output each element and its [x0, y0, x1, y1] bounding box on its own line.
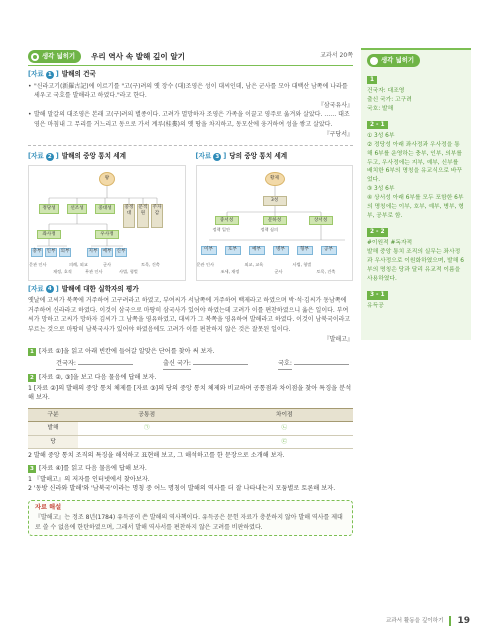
answer-cell[interactable]: ㉡ — [216, 422, 354, 435]
answer-step-2-2: 2 - 2 — [367, 228, 388, 236]
leaf-6: 사법, 형벌 — [119, 268, 138, 274]
answer-cell[interactable] — [78, 435, 216, 448]
leaf-1: 문관 인사 — [29, 261, 47, 267]
node-jibu: 지부 — [87, 248, 99, 257]
answer-step-2-1: 2 - 1 — [367, 121, 388, 129]
node-hobu: 호부 — [225, 246, 241, 255]
answer-cell[interactable]: ㉢ — [216, 435, 354, 448]
source-1 — [28, 70, 353, 139]
origin-country-input[interactable] — [193, 364, 248, 365]
question-2-sub-1: 1 [자료 ②]의 발해의 중앙 통치 체제를 [자료 ③]의 당의 중앙 통치 체제와 비교하며 공통점과 차이점을 찾아 특징을 분석해 보자. — [28, 385, 352, 402]
node-jujagam: 주자감 — [151, 204, 163, 228]
node-byeongbu: 병부 — [273, 246, 289, 255]
tang-leaf-4: 군사 — [274, 268, 283, 274]
node-chungbu: 충부 — [31, 248, 43, 257]
section-header — [28, 48, 353, 66]
answer-3-1-text: 유득공 — [367, 303, 384, 310]
textbook-reference: 교과서 20쪽 — [320, 52, 353, 60]
tang-leaf-6: 토목, 건축 — [316, 268, 336, 274]
node-gongbu: 공부 — [321, 246, 337, 255]
table-header-category: 구분 — [28, 409, 78, 422]
tang-leaf-review: 정책 심의 — [260, 226, 279, 232]
tang-leaf-5: 사법, 형벌 — [292, 261, 312, 267]
node-jungjeongdae: 중정대 — [123, 204, 135, 228]
comparison-table — [28, 408, 353, 449]
balhae-org-chart — [28, 149, 186, 281]
node-munjeokwon: 문적원 — [137, 204, 149, 228]
table-header-common: 공통점 — [78, 409, 216, 422]
node-munha: 문하성 — [263, 216, 287, 225]
table-header-difference: 차이점 — [216, 409, 354, 422]
answer-cell[interactable]: ㉠ — [78, 422, 216, 435]
source-2-label: [ 자료 2 ] 발해의 중앙 통치 세계 — [28, 152, 126, 161]
tang-diagram — [196, 165, 354, 281]
question-3: 3 [자료 ④]를 읽고 다음 물음에 답해 보자. 1 『발해고』의 저자를 인터넷에서 찾아보자. 2 '동방 신라와 발해'와 '남북국'이라는 명칭 중 어느 명칭이 발해의 역사를 더 잘 나타내는지 모둠별로 토론해 보자. — [28, 465, 353, 494]
tang-org-chart — [196, 149, 354, 281]
tang-leaf-1: 문관 인사 — [196, 261, 215, 267]
table-row: 발해 ㉠ ㉡ — [28, 422, 353, 435]
node-ibu: 이부 — [201, 246, 217, 255]
question-2: 2 [자료 ②, ③]을 보고 다음 물음에 답해 보자. 1 [자료 ②]의 발해의 중앙 통치 체제를 [자료 ③]의 당의 중앙 통치 체제와 비교하며 공통점과 차이점을 찾아 특징을 분석해 보자. 구분 공통점 차이점 발해 ㉠ ㉡ 당 ㉢ 2 발해 중앙 통치 조직의 특징을 해석하고 표현해 보고, 그 해석하고를 한 문장으로 소개해 보자. — [28, 374, 352, 460]
source-1-paragraph-2: • 발해 말갈의 대조영은 본래 고(구)려의 별종이다. 고려가 멸망하자 조영은 가족을 이끌고 영주로 옮겨와 살았다. …… 대조영은 마침내 그 무리를 거느리고 동으로 가서 계루(桂婁)의 옛 땅을 차지하고, 동모산에 웅거하여 성을 쌓고 살았다. 『구당서』 — [28, 110, 353, 139]
node-uibu: 의부 — [59, 248, 71, 257]
question-2-sub-2: 2 발해 중앙 통치 조직의 특징을 해석하고 표현해 보고, 그 해석하고를 한 문장으로 소개해 보자. — [28, 452, 285, 460]
node-emperor: 황제 — [265, 172, 285, 186]
leaf-4: 무관 인사 — [85, 268, 103, 274]
node-seonjo: 선조성 — [67, 204, 87, 214]
question-1-answers: 건국자: 출신 국가: 국호: — [28, 360, 353, 370]
sidebar-badge: 생각 넓히기 — [367, 54, 420, 67]
source-4-label: [ 자료 4 ] 발해에 대한 실학자의 평가 — [28, 284, 139, 293]
node-hyeongbu: 형부 — [297, 246, 313, 255]
node-sinbu: 신부 — [115, 248, 127, 257]
answer-sidebar — [361, 48, 471, 340]
tang-leaf-2: 조세, 재정 — [220, 268, 240, 274]
source-explanation-box — [28, 500, 353, 536]
footer-divider — [449, 616, 451, 626]
source-4 — [28, 285, 353, 345]
node-jeongdang: 정당성 — [39, 204, 59, 214]
page-title: 우리 역사 속 발해 깊이 알기 — [91, 52, 186, 61]
balhae-diagram — [28, 165, 186, 281]
bullet-icon — [31, 53, 39, 61]
tang-leaf-policy: 정책 입안 — [212, 226, 231, 232]
leaf-2: 재정, 호적 — [53, 268, 72, 274]
source-4-paragraph: 옛날에 고씨가 북쪽에 거주하여 고구려라고 하였고, 부여씨가 서남쪽에 거주하여 백제라고 하였으며 박·석·김씨가 동남쪽에 거주하여 신라라고 하였다. 이것이 삼국으로 마땅히 삼국사가 있어야 하였는데 고려가 이를 편찬하였으니 옳은 일이다. 부여씨가 망하고 고씨가 망하자 김씨가 그 남쪽을 영유하였고, 대씨가 그 북쪽을 영유하여 발해라고 하였다. 이것이 남북국이라고 부르는 것으로 마땅히 남북국사가 있어야 하였음에도 고려가 이를 편찬하지 않은 것은 잘못된 일이다. 『발해고』 — [28, 297, 353, 343]
section-badge: 생각 넓히기 — [28, 50, 81, 63]
country-name-input[interactable] — [294, 364, 349, 365]
node-yebu: 예부 — [101, 248, 113, 257]
bullet-icon — [370, 57, 378, 65]
leaf-3: 의례, 외교 — [69, 261, 88, 267]
table-row: 당 ㉢ — [28, 435, 353, 448]
node-jungdae: 중대성 — [95, 204, 115, 214]
org-charts — [28, 145, 353, 281]
node-king: 왕 — [99, 172, 115, 186]
page-number: 19 — [457, 615, 470, 626]
answer-2-2-text: #이원적 #독자적 발해 중앙 통치 조직의 실무는 좌사정과 우사정으로 이원화하였으며, 발해 6부의 명칭은 당과 달리 유교적 이름을 사용하였다. — [367, 240, 464, 283]
node-inbu: 인부 — [45, 248, 57, 257]
node-three-departments: 3성 — [263, 196, 287, 206]
answer-step-3-1: 3 - 1 — [367, 291, 388, 299]
main-content — [28, 48, 353, 536]
node-jungseo: 중서성 — [215, 216, 239, 225]
source-1-label: [ 자료 1 ] 발해의 건국 — [28, 70, 96, 78]
answer-step-1: 1 — [367, 76, 377, 84]
explanation-heading: 자료 해설 — [35, 504, 62, 512]
source-3-label: [ 자료 3 ] 당의 중앙 통치 세계 — [195, 152, 288, 161]
source-1-paragraph-1: • "신라고기(新羅古記)에 이르기를 "고(구)려의 옛 장수 (대)조영은 성이 대씨인데, 남은 군사를 모아 대백산 남쪽에 나라를 세우고 국호를 발해라고 하였다."라고 한다. 『삼국유사』 — [28, 82, 353, 111]
question-3-sub-2: 2 '동방 신라와 발해'와 '남북국'이라는 명칭 중 어느 명칭이 발해의 역사를 더 잘 나타내는지 모둠별로 토론해 보자. — [28, 485, 336, 493]
node-sangseo: 상서성 — [309, 216, 333, 225]
leaf-7: 토목, 건축 — [141, 261, 160, 267]
node-right-minister: 우사정 — [95, 230, 119, 239]
question-3-sub-1: 1 『발해고』의 저자를 인터넷에서 찾아보자. — [28, 476, 150, 484]
node-left-minister: 좌사정 — [37, 230, 61, 239]
answer-2-1-text: ① 3성 6부 ② 정당성 아래 좌사정과 우사정을 통해 6부를 운영하는 충부, 인부, 의부를 두고, 우사정에는 지부, 예부, 신부를 배치한 6부의 명칭을 유교식으로 바꾸었다. ③ 3성 6부 ④ 상서성 아래 6부를 모두 포함한 6부의 명칭에는 이부, 호부, 예부, 병부, 형부, 공부로 함. — [367, 132, 464, 220]
founder-input[interactable] — [78, 364, 133, 365]
explanation-text: 『발해고』는 정조 8년(1784) 유득공이 쓴 발해의 역사책이다. 유득공은 문헌 자료가 충분하지 않아 발해 역사를 제대로 쓸 수 없음에 한탄하였으며, 그래서 발해 역사서를 편찬하지 않은 고려를 비판하였다. — [35, 514, 343, 531]
tang-leaf-3: 외교, 교육 — [244, 261, 264, 267]
question-1: 1 [자료 ①]을 읽고 아래 빈칸에 들어갈 알맞은 단어를 찾아 써 보자. 건국자: 출신 국가: 국호: — [28, 348, 353, 370]
page-footer — [386, 615, 470, 628]
footer-text: 교과서 활동을 깊이하기 — [385, 618, 444, 625]
leaf-5: 군사 — [103, 261, 112, 267]
answer-1-text: 건국자: 대조영 출신 국가: 고구려 국호: 발해 — [367, 87, 412, 112]
node-yebu-tang: 예부 — [249, 246, 265, 255]
